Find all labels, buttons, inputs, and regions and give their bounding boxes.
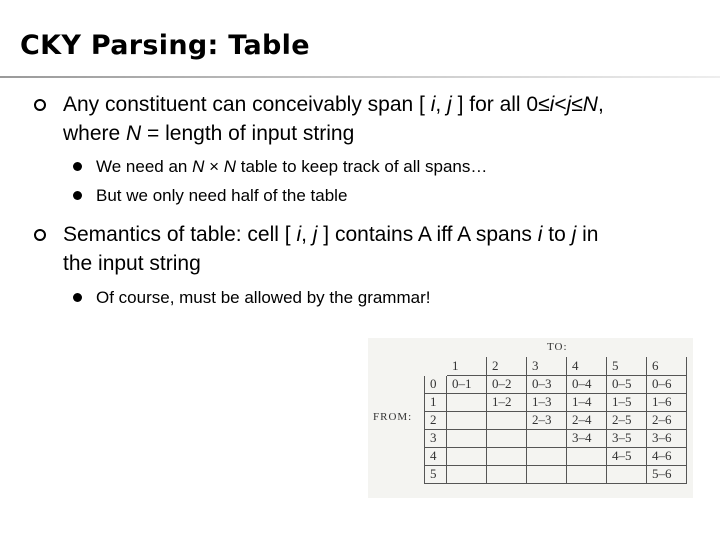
table-cell [487, 465, 527, 483]
sub-bullet-2-1 [96, 287, 430, 309]
row-header: 2 [425, 411, 447, 429]
col-header: 4 [567, 357, 607, 375]
bullet-1-line-1 [63, 90, 604, 119]
table-cell [447, 411, 487, 429]
table-cell: 1–2 [487, 393, 527, 411]
sub-bullet-1-2 [96, 185, 347, 207]
table-cell: 3–5 [607, 429, 647, 447]
hollow-bullet-icon [34, 229, 46, 241]
col-header: 3 [527, 357, 567, 375]
table-cell [607, 465, 647, 483]
text-run: = length of input string [141, 122, 355, 145]
table-cell: 5–6 [647, 465, 687, 483]
table-cell [527, 429, 567, 447]
var-j: j [566, 93, 572, 116]
table-cell: 1–5 [607, 393, 647, 411]
filled-bullet-icon [73, 162, 82, 171]
text-run: the input string [63, 252, 201, 275]
bullet-1 [63, 90, 604, 148]
bullet-2 [63, 220, 598, 278]
row-header: 3 [425, 429, 447, 447]
var-i: i [430, 93, 436, 116]
text-run: table to keep track of all spans… [236, 157, 488, 176]
text-run: in [576, 223, 599, 246]
text-run: × [204, 157, 224, 176]
table-row [425, 447, 687, 465]
table-cell: 0–1 [447, 375, 487, 393]
table-cell [447, 393, 487, 411]
hollow-bullet-icon [34, 99, 46, 111]
corner-cell [425, 357, 447, 375]
table-row [425, 393, 687, 411]
table-cell [567, 465, 607, 483]
var-j: j [571, 223, 577, 246]
table-cell: 1–6 [647, 393, 687, 411]
text-run: , [597, 93, 604, 116]
table-cell: 4–5 [607, 447, 647, 465]
table-cell: 2–4 [567, 411, 607, 429]
text-run: ≤ [571, 93, 583, 116]
table-cell: 1–3 [527, 393, 567, 411]
text-run: ] for all 0≤ [451, 93, 550, 116]
text-run: Any constituent can conceivably span [ [63, 93, 431, 116]
filled-bullet-icon [73, 293, 82, 302]
bullet-2-line-1 [63, 220, 598, 249]
row-header: 4 [425, 447, 447, 465]
var-n: N [582, 93, 598, 116]
text-run: ] contains A iff A spans [317, 223, 538, 246]
table-cell [447, 429, 487, 447]
table-header-row [425, 357, 687, 375]
from-label: FROM: [373, 411, 413, 423]
table-cell: 1–4 [567, 393, 607, 411]
title-divider [0, 76, 720, 78]
table-cell [447, 465, 487, 483]
var-j: j [312, 223, 318, 246]
table-row [425, 465, 687, 483]
table-cell [527, 447, 567, 465]
filled-bullet-icon [73, 191, 82, 200]
table-row [425, 411, 687, 429]
bullet-2-line-2 [63, 249, 598, 278]
table-cell [527, 465, 567, 483]
var-j: j [447, 93, 452, 116]
text-run: , [301, 223, 313, 246]
text-run: We need an [96, 157, 193, 176]
table-cell: 3–6 [647, 429, 687, 447]
table-row [425, 429, 687, 447]
table-cell: 0–6 [647, 375, 687, 393]
table-cell [447, 447, 487, 465]
var-n: N [223, 157, 237, 176]
row-header: 5 [425, 465, 447, 483]
text-run: to [542, 223, 572, 246]
col-header: 2 [487, 357, 527, 375]
table-cell [567, 447, 607, 465]
cky-table-figure [368, 338, 693, 498]
table-row [425, 375, 687, 393]
table-cell: 4–6 [647, 447, 687, 465]
col-header: 5 [607, 357, 647, 375]
col-header: 6 [647, 357, 687, 375]
text-run: Semantics of table: cell [ [63, 223, 297, 246]
row-header: 0 [425, 375, 447, 393]
sub-bullet-1-1 [96, 156, 487, 178]
table-cell [487, 447, 527, 465]
text-run: But we only need half of the table [96, 186, 348, 205]
text-run: where [63, 122, 127, 145]
row-header: 1 [425, 393, 447, 411]
text-run: , [435, 93, 448, 116]
table-cell: 2–5 [607, 411, 647, 429]
table-cell: 0–3 [527, 375, 567, 393]
var-i: i [537, 223, 543, 246]
slide-title: CKY Parsing: Table [20, 30, 310, 61]
bullet-1-line-2 [63, 119, 604, 148]
table-cell [487, 411, 527, 429]
table-cell: 2–3 [527, 411, 567, 429]
table-cell: 0–4 [567, 375, 607, 393]
to-label: TO: [547, 341, 568, 353]
table-cell [487, 429, 527, 447]
span-table [424, 357, 687, 484]
text-run: Of course, must be allowed by the grammar! [96, 288, 431, 307]
col-header: 1 [447, 357, 487, 375]
text-run: < [554, 93, 567, 116]
var-n: N [192, 157, 205, 176]
table-cell: 3–4 [567, 429, 607, 447]
var-i: i [296, 223, 302, 246]
var-i: i [549, 93, 555, 116]
table-cell: 0–5 [607, 375, 647, 393]
table-cell: 0–2 [487, 375, 527, 393]
var-n: N [126, 122, 142, 145]
table-cell: 2–6 [647, 411, 687, 429]
